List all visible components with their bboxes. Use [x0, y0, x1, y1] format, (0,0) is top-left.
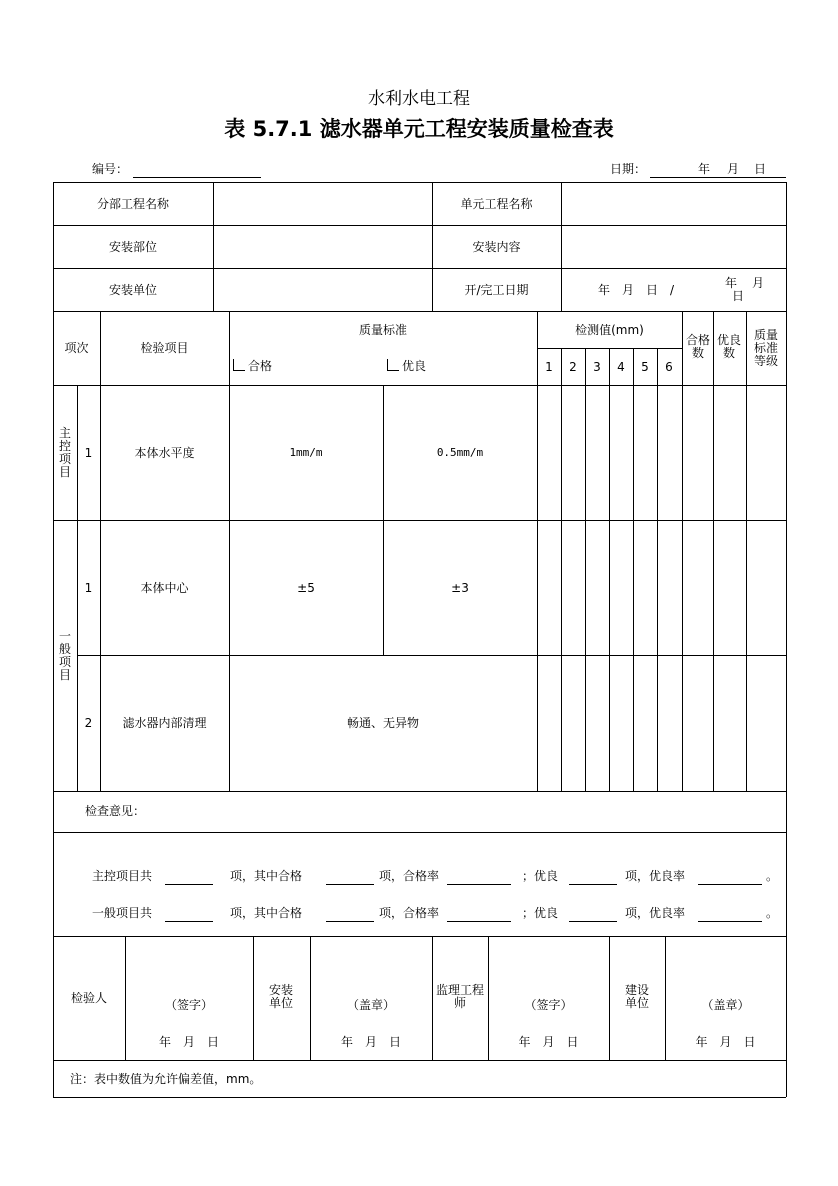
serial-label: 编号：	[92, 162, 129, 176]
date-year: 年	[698, 162, 711, 176]
general-row1-qualified: ±5	[297, 581, 315, 595]
install-unit-sign-label: 安装单位	[268, 983, 293, 1010]
general-excellent-field[interactable]	[569, 921, 617, 922]
general-pass-field[interactable]	[326, 921, 374, 922]
measure-col-5: 5	[641, 360, 649, 374]
general-category: 一般项目	[58, 629, 71, 682]
seq-header: 项次	[64, 341, 89, 355]
end-year: 年	[725, 276, 738, 290]
main-row-excellent: 0.5mm/m	[436, 446, 484, 459]
main-pass-field[interactable]	[326, 884, 374, 885]
excellent-checkbox[interactable]	[387, 359, 399, 371]
qualified-checkbox[interactable]	[233, 359, 245, 371]
inspector-date: 年 月 日	[158, 1035, 219, 1049]
unit-project-label: 单元工程名称	[460, 197, 533, 211]
sub-project-input[interactable]	[214, 183, 431, 225]
install-unit-input[interactable]	[214, 269, 431, 311]
serial-field[interactable]	[133, 177, 261, 178]
main-row-item: 本体水平度	[134, 446, 195, 460]
general-row1-seq: 1	[84, 581, 93, 595]
install-location-label: 安装部位	[108, 240, 157, 254]
item-header: 检验项目	[140, 341, 189, 355]
standard-header: 质量标准	[358, 323, 407, 337]
install-content-label: 安装内容	[472, 240, 521, 254]
grade-header: 质量标准等级	[753, 328, 778, 368]
date-field[interactable]	[650, 177, 786, 178]
supervisor-date: 年 月 日	[518, 1035, 579, 1049]
start-end-label: 开/完工日期	[464, 283, 529, 297]
supervisor-sign[interactable]: （签字）	[524, 998, 573, 1012]
date-day: 日	[754, 162, 767, 176]
unit-project-input[interactable]	[562, 183, 785, 225]
general-pass-rate-field[interactable]	[447, 921, 511, 922]
install-unit-stamp[interactable]: （盖章）	[346, 998, 395, 1012]
measured-header: 检测值(mm)	[575, 323, 644, 337]
measure-col-4: 4	[617, 360, 625, 374]
date-month: 月	[727, 162, 740, 176]
end-day: 日	[732, 289, 745, 303]
measure-col-2: 2	[569, 360, 577, 374]
date-label: 日期：	[610, 162, 647, 176]
excellent-count-header: 优良数	[716, 333, 741, 360]
builder-date: 年 月 日	[695, 1035, 756, 1049]
general-row2-item: 滤水器内部清理	[122, 716, 207, 730]
measure-col-6: 6	[665, 360, 673, 374]
excellent-label: 优良	[402, 359, 427, 373]
opinion-label: 检查意见：	[85, 804, 146, 818]
builder-label: 建设单位	[624, 983, 649, 1010]
general-excellent-rate-field[interactable]	[698, 921, 762, 922]
end-month: 月	[752, 276, 765, 290]
subtitle: 水利水电工程	[368, 89, 470, 109]
supervisor-label: 监理工程师	[436, 983, 485, 1010]
general-row1-item: 本体中心	[140, 581, 189, 595]
main-excellent-rate-field[interactable]	[698, 884, 762, 885]
general-total-field[interactable]	[165, 921, 213, 922]
install-unit-date: 年 月 日	[340, 1035, 401, 1049]
builder-stamp[interactable]: （盖章）	[701, 998, 750, 1012]
start-date: 年 月 日 /	[598, 283, 675, 297]
table-note: 注：表中数值为允许偏差值，mm。	[70, 1072, 262, 1086]
measure-col-1: 1	[545, 360, 553, 374]
qualified-label: 合格	[248, 359, 273, 373]
install-location-input[interactable]	[214, 226, 431, 268]
main-total-field[interactable]	[165, 884, 213, 885]
main-pass-rate-field[interactable]	[447, 884, 511, 885]
inspector-label: 检验人	[70, 991, 107, 1005]
pass-count-header: 合格数	[685, 333, 710, 360]
page-title: 表 5.7.1 滤水器单元工程安装质量检查表	[224, 117, 614, 141]
install-unit-label: 安装单位	[108, 283, 157, 297]
general-row2-seq: 2	[84, 716, 93, 730]
install-content-input[interactable]	[562, 226, 785, 268]
sub-project-label: 分部工程名称	[96, 197, 169, 211]
main-row-qualified: 1mm/m	[289, 446, 323, 459]
inspector-sign[interactable]: （签字）	[164, 998, 213, 1012]
main-control-category: 主控项目	[58, 426, 71, 479]
general-row1-excellent: ±3	[451, 581, 469, 595]
main-row-seq: 1	[84, 446, 93, 460]
main-excellent-field[interactable]	[569, 884, 617, 885]
measure-col-3: 3	[593, 360, 601, 374]
general-row2-standard: 畅通、无异物	[346, 716, 419, 730]
